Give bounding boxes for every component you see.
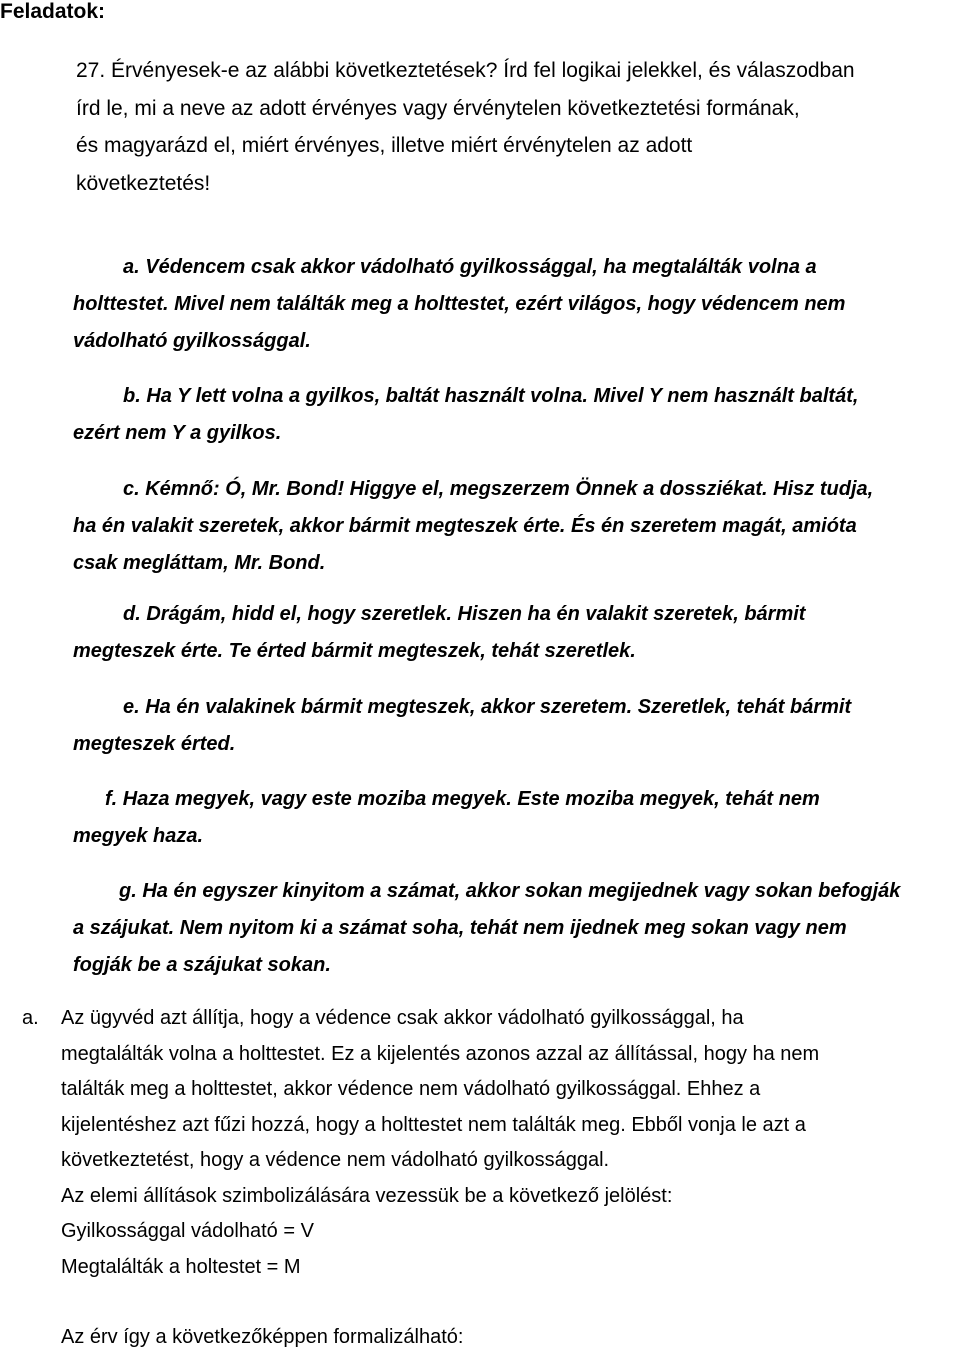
exercise-line: e. Ha én valakinek bármit megteszek, akkor szeretem. Szeretlek, tehát bármit: [123, 696, 852, 718]
exercise-line: csak megláttam, Mr. Bond.: [73, 552, 326, 574]
exercise-c: [73, 471, 960, 582]
exercise-line: g. Ha én egyszer kinyitom a számat, akkor sokan megijednek vagy sokan befogják: [119, 880, 901, 902]
answer-line: Az elemi állítások szimbolizálására vezessük be a következő jelölést:: [61, 1184, 673, 1207]
exercise-b: [73, 378, 960, 452]
answer-line: Gyilkossággal vádolható = V: [61, 1220, 314, 1242]
exercise-line: vádolható gyilkossággal.: [73, 330, 311, 352]
task-line: 27. Érvényesek-e az alábbi következtetések? Írd fel logikai jelekkel, és válaszodban: [76, 59, 855, 82]
task-line: következtetés!: [76, 171, 211, 195]
exercise-line: a. Védencem csak akkor vádolható gyilkossággal, ha megtalálták volna a: [123, 256, 817, 278]
exercise-line: a szájukat. Nem nyitom ki a számat soha, tehát nem ijednek meg sokan vagy nem: [73, 917, 847, 939]
answer-final-line: Az érv így a következőképpen formalizálható:: [61, 1326, 464, 1348]
answer-letter: a.: [22, 1007, 39, 1029]
answer-line: Az ügyvéd azt állítja, hogy a védence csak akkor vádolható gyilkossággal, ha: [61, 1007, 744, 1029]
exercise-d: [73, 596, 960, 670]
exercise-e: [73, 689, 960, 763]
exercise-g: [73, 873, 960, 984]
answer-line: Megtalálták a holtestet = M: [61, 1255, 301, 1278]
exercise-f: [73, 781, 960, 855]
exercise-line: ezért nem Y a gyilkos.: [73, 422, 282, 444]
exercise-line: megteszek érte. Te érted bármit megteszek, tehát szeretlek.: [73, 640, 636, 662]
task-27-instructions: [76, 52, 956, 202]
answer-line: megtalálták volna a holttestet. Ez a kijelentés azonos azzal az állítással, hogy ha nem: [61, 1042, 820, 1065]
page-heading: Feladatok:: [0, 0, 106, 23]
exercise-a: [73, 249, 960, 360]
blank-line: [61, 1285, 956, 1320]
exercise-line: holttestet. Mivel nem találták meg a holttestet, ezért világos, hogy védencem nem: [73, 293, 846, 315]
exercise-line: c. Kémnő: Ó, Mr. Bond! Higgye el, megszerzem Önnek a dossziékat. Hisz tudja,: [123, 478, 874, 500]
answer-body: [61, 1001, 956, 1356]
exercise-line: ha én valakit szeretek, akkor bármit megteszek érte. És én szeretem magát, amióta: [73, 515, 857, 537]
answer-line: kijelentéshez azt fűzi hozzá, hogy a holttestet nem találták meg. Ebből vonja le azt a: [61, 1113, 806, 1136]
task-line: írd le, mi a neve az adott érvényes vagy érvénytelen következtetési formának,: [76, 96, 800, 120]
exercise-line: megteszek érted.: [73, 733, 236, 755]
answer-line: találták meg a holttestet, akkor védence nem vádolható gyilkossággal. Ehhez a: [61, 1078, 761, 1100]
exercise-line: fogják be a szájukat sokan.: [73, 954, 331, 976]
exercise-line: f. Haza megyek, vagy este moziba megyek. Este moziba megyek, tehát nem: [105, 788, 820, 810]
answer-line: következtetést, hogy a védence nem vádolható gyilkossággal.: [61, 1149, 610, 1171]
exercise-line: b. Ha Y lett volna a gyilkos, baltát használt volna. Mivel Y nem használt baltát,: [123, 385, 859, 407]
exercise-line: d. Drágám, hidd el, hogy szeretlek. Hiszen ha én valakit szeretek, bármit: [123, 603, 806, 625]
task-line: és magyarázd el, miért érvényes, illetve miért érvénytelen az adott: [76, 134, 693, 157]
exercise-line: megyek haza.: [73, 825, 204, 847]
